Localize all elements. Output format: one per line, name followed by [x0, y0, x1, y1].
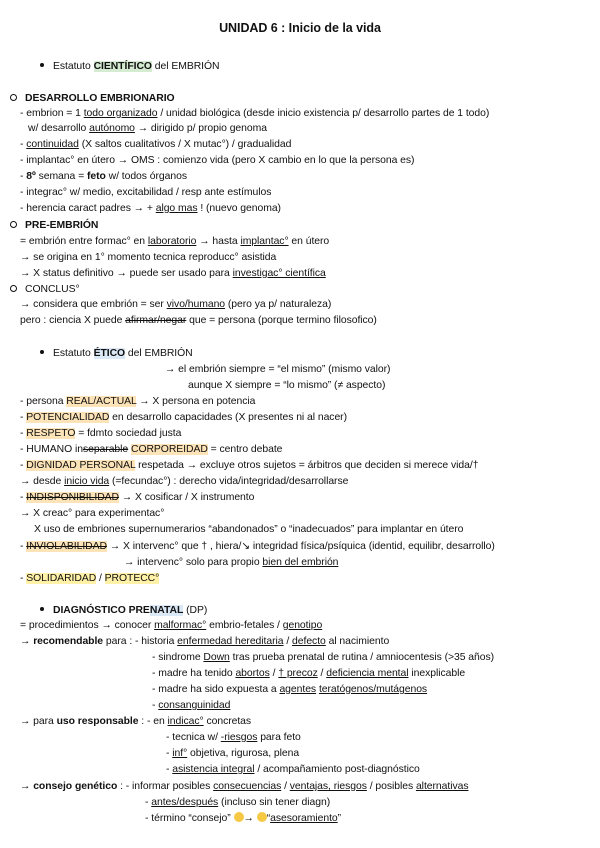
text-line: - madre ha tenido abortos / † precoz / deficiencia mental inexplicable: [152, 668, 466, 679]
bullet-icon: [40, 607, 44, 611]
text-line: - DIGNIDAD PERSONAL respetada → excluye otros sujetos = árbitros que deciden si merece vida/†: [20, 460, 479, 471]
text-line: - SOLIDARIDAD / PROTECC°: [20, 573, 160, 584]
text-line: - asistencia integral / acompañamiento post-diagnóstico: [166, 764, 420, 775]
text-line: = procedimientos → conocer malformac° embrio-fetales / genotipo: [20, 620, 323, 631]
text-line: - persona REAL/ACTUAL → X persona en potencia: [20, 396, 256, 407]
text-line: → se origina en 1° momento tecnica reproducc° asistida: [20, 252, 277, 263]
circle-bullet-icon: [10, 94, 17, 101]
text-line: - antes/después (incluso sin tener diagn): [145, 797, 331, 808]
text-line: - madre ha sido expuesta a agentes teratógenos/mutágenos: [152, 684, 428, 695]
text-line: → el embrión siempre = “el mismo” (mismo valor): [165, 364, 391, 375]
circle-bullet-icon: [10, 221, 17, 228]
text-line: → X creac° para experimentac°: [20, 508, 165, 519]
bullet-icon: [40, 63, 44, 67]
smiley-face-icon: [257, 812, 267, 822]
text-line: aunque X siempre = “lo mismo” (≠ aspecto): [188, 380, 386, 391]
text-line: - herencia caract padres → + algo mas ! (nuevo genoma): [20, 203, 281, 214]
circle-bullet-icon: [10, 285, 17, 292]
text-line: w/ desarrollo autónomo → dirigido p/ propio genoma: [28, 123, 267, 134]
text-line: → considera que embrión = ser vivo/humano (pero ya p/ naturaleza): [20, 299, 332, 310]
text-line: = embrión entre formac° en laboratorio → hasta implantac° en útero: [20, 236, 330, 247]
subheading-desarrollo: DESARROLLO EMBRIONARIO: [10, 92, 175, 105]
text-line: → recomendable para : - historia enfermedad hereditaria / defecto al nacimiento: [20, 636, 390, 647]
text-line: - tecnica w/ -riesgos para feto: [166, 732, 301, 743]
text-line: → X status definitivo → puede ser usado para investigac° científica: [20, 268, 326, 279]
text-line: pero : ciencia X puede afirmar/negar que = persona (porque termino filosofico): [20, 315, 377, 326]
text-line: - implantac° en útero → OMS : comienzo vida (pero X cambio en lo que la persona es): [20, 155, 415, 166]
thinking-face-icon: [234, 812, 244, 822]
bullet-icon: [40, 350, 44, 354]
text-line: - POTENCIALIDAD en desarrollo capacidades (X presentes ni al nacer): [20, 412, 348, 423]
text-line: → para uso responsable : - en indicac° concretas: [20, 716, 252, 727]
text-line: - embrion = 1 todo organizado / unidad biológica (desde inicio existencia p/ desarrollo partes de 1 todo): [20, 108, 490, 119]
text-line: - continuidad (X saltos cualitativos / X mutac°) / gradualidad: [20, 139, 292, 150]
text-line: - HUMANO inseparable CORPOREIDAD = centro debate: [20, 444, 283, 455]
section-heading-diagnostico: DIAGNÓSTICO PRENATAL (DP): [40, 604, 207, 617]
subheading-conclus: CONCLUS°: [10, 283, 80, 296]
text-line: - INVIOLABILIDAD → X intervenc° que † , hiera/↘ integridad física/psíquica (identid, equilibr, desarrollo): [20, 541, 495, 552]
text-line: - 8º semana = feto w/ todos órganos: [20, 171, 187, 182]
text-line: - término “consejo” → “asesoramiento”: [145, 813, 342, 824]
subheading-pre-embrion: PRE-EMBRIÓN: [10, 219, 98, 232]
text-line: - consanguinidad: [152, 700, 231, 711]
text-line: - inf° objetiva, rigurosa, plena: [166, 748, 300, 759]
text-line: - RESPETO = fdmto sociedad justa: [20, 428, 182, 439]
text-line: X uso de embriones supernumerarios “abandonados” o “inadecuados” para implantar en útero: [34, 524, 464, 535]
section-heading-etico: Estatuto ÉTICO del EMBRIÓN: [40, 347, 193, 360]
text-line: - integrac° w/ medio, excitabilidad / resp ante estímulos: [20, 187, 272, 198]
text-line: - INDISPONIBILIDAD → X cosificar / X instrumento: [20, 492, 255, 503]
page-title: UNIDAD 6 : Inicio de la vida: [219, 21, 381, 35]
text-line: - sindrome Down tras prueba prenatal de rutina / amniocentesis (>35 años): [152, 652, 495, 663]
text-line: → intervenc° solo para propio bien del embrión: [124, 557, 339, 568]
text-line: → desde inicio vida (=fecundac°) : derecho vida/integridad/desarrollarse: [20, 476, 349, 487]
section-heading-cientifico: Estatuto CIENTÍFICO del EMBRIÓN: [40, 60, 220, 73]
text-line: → consejo genético : - informar posibles consecuencias / ventajas, riesgos / posibles alternativas: [20, 781, 469, 792]
